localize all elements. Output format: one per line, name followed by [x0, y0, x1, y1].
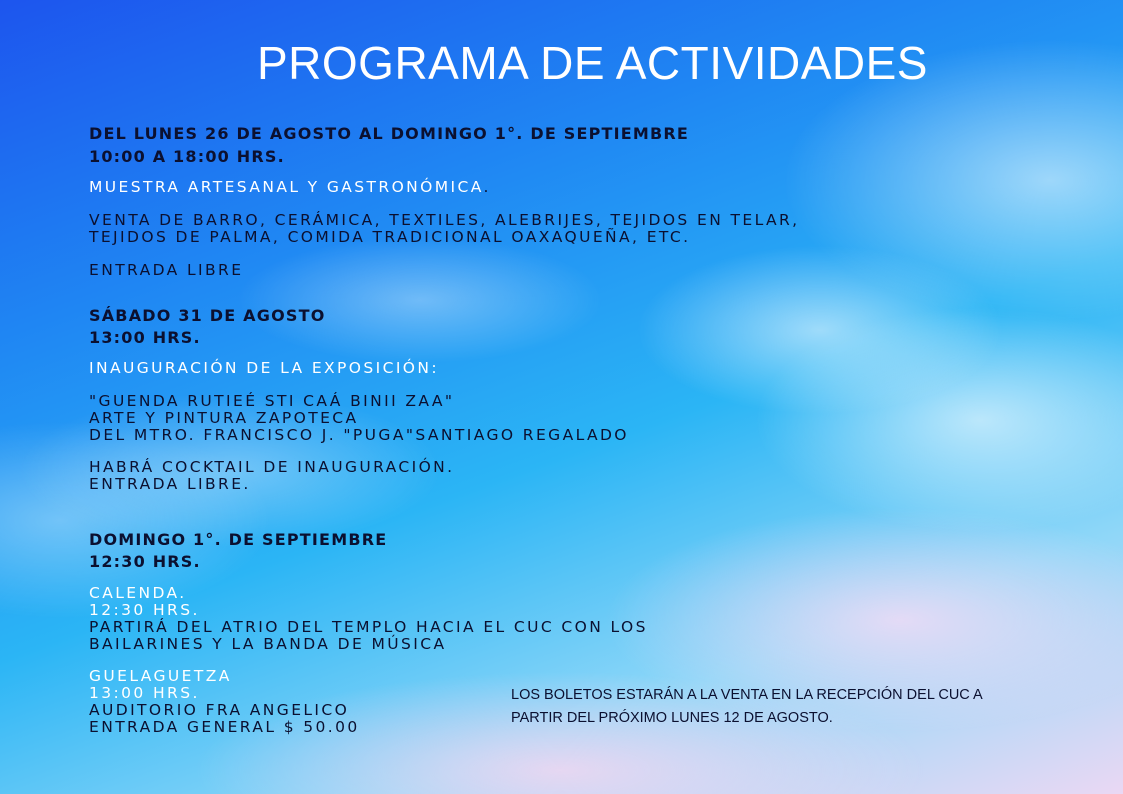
event-date: DOMINGO 1°. DE SEPTIEMBRE: [89, 530, 388, 549]
event-time: 10:00 A 18:00 HRS.: [89, 147, 285, 166]
event-description-line: VENTA DE BARRO, CERÁMICA, TEXTILES, ALEBRIJES, TEJIDOS EN TELAR,: [89, 211, 800, 229]
event-name-text: MUESTRA ARTESANAL Y GASTRONÓMICA: [89, 178, 484, 196]
event-name: [89, 179, 849, 196]
event-artesanal: [89, 123, 849, 279]
event-name-dot: .: [483, 178, 491, 196]
event-inauguracion: [89, 305, 849, 493]
calenda-description-line: PARTIRÁ DEL ATRIO DEL TEMPLO HACIA EL CUC CON LOS: [89, 618, 648, 636]
event-date: DEL LUNES 26 DE AGOSTO AL DOMINGO 1°. DE SEPTIEMBRE: [89, 124, 690, 143]
calenda-description-line: BAILARINES Y LA BANDA DE MÚSICA: [89, 635, 447, 653]
event-description-line: TEJIDOS DE PALMA, COMIDA TRADICIONAL OAXAQUEÑA, ETC.: [89, 228, 691, 246]
ticket-note-line: PARTIR DEL PRÓXIMO LUNES 12 DE AGOSTO.: [511, 710, 833, 726]
exhibition-subtitle: ARTE Y PINTURA ZAPOTECA: [89, 409, 359, 427]
ticket-note-line: LOS BOLETOS ESTARÁN A LA VENTA EN LA RECEPCIÓN DEL CUC A: [511, 687, 983, 703]
event-entry: ENTRADA LIBRE.: [89, 475, 251, 493]
event-time: 12:30 HRS.: [89, 552, 201, 571]
calenda-time: 12:30 HRS.: [89, 601, 200, 619]
ticket-note: [511, 684, 1071, 730]
page-title: PROGRAMA DE ACTIVIDADES: [257, 37, 928, 89]
guelaguetza-title: GUELAGUETZA: [89, 667, 232, 685]
event-time: 13:00 HRS.: [89, 328, 201, 347]
guelaguetza-price: ENTRADA GENERAL $ 50.00: [89, 718, 360, 736]
guelaguetza-place: AUDITORIO FRA ANGELICO: [89, 701, 350, 719]
event-entry: ENTRADA LIBRE: [89, 261, 244, 279]
calenda-title: CALENDA.: [89, 584, 187, 602]
event-date: SÁBADO 31 DE AGOSTO: [89, 306, 326, 325]
exhibition-title: "GUENDA RUTIEÉ STI CAÁ BINII ZAA": [89, 392, 455, 410]
guelaguetza-time: 13:00 HRS.: [89, 684, 200, 702]
event-name: INAUGURACIÓN DE LA EXPOSICIÓN:: [89, 359, 440, 377]
exhibition-artist: DEL MTRO. FRANCISCO J. "PUGA"SANTIAGO REGALADO: [89, 426, 629, 444]
event-cocktail: HABRÁ COCKTAIL DE INAUGURACIÓN.: [89, 458, 455, 476]
